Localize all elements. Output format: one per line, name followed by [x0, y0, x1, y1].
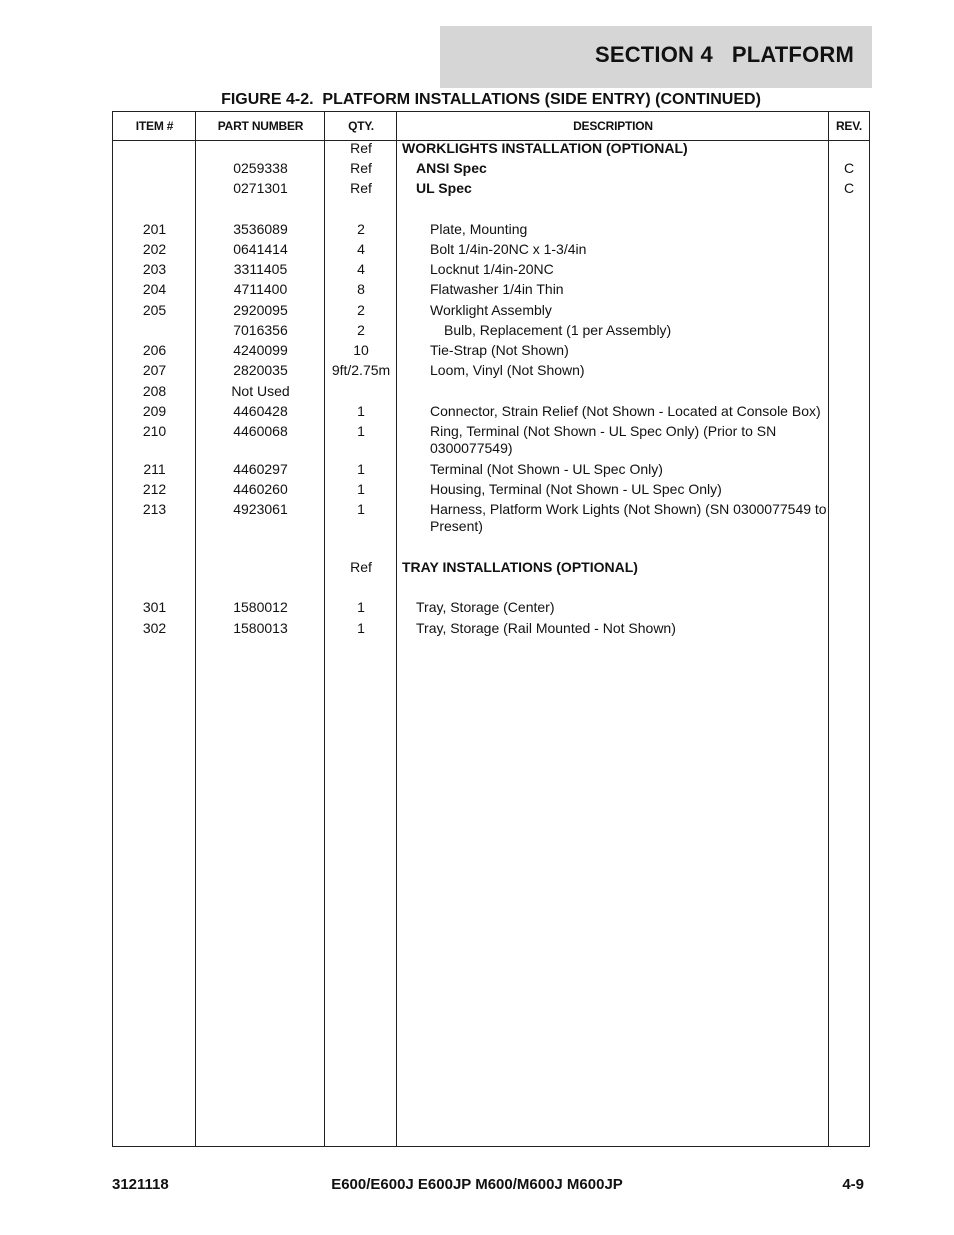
- item-cell: 210: [142, 423, 167, 439]
- desc-cell: Harness, Platform Work Lights (Not Shown) (SN 0300077549 to Present): [430, 501, 827, 534]
- desc-cell: Worklight Assembly: [430, 302, 552, 318]
- item-cell: 204: [142, 281, 167, 297]
- parts-table: [112, 111, 870, 1147]
- rev-cell: C: [843, 180, 855, 196]
- desc-cell: Ring, Terminal (Not Shown - UL Spec Only) (Prior to SN 0300077549): [430, 423, 777, 456]
- item-cell: 211: [143, 461, 166, 477]
- item-cell: 213: [142, 501, 167, 517]
- item-cell: 201: [142, 221, 167, 237]
- header-item: ITEM #: [135, 119, 174, 133]
- doc-number: 3121118: [112, 1176, 169, 1193]
- qty-cell: 4: [357, 261, 365, 277]
- item-cell: 205: [142, 302, 167, 318]
- part-cell: 1580012: [233, 599, 288, 615]
- part-cell: 2820035: [233, 362, 288, 378]
- desc-cell: WORKLIGHTS INSTALLATION (OPTIONAL): [402, 140, 688, 156]
- header-part-number: PART NUMBER: [217, 119, 304, 133]
- desc-cell: Locknut 1/4in-20NC: [430, 261, 554, 277]
- qty-cell: Ref: [350, 180, 372, 196]
- qty-cell: 10: [353, 342, 369, 358]
- qty-cell: 2: [357, 221, 365, 237]
- desc-cell: Plate, Mounting: [430, 221, 528, 237]
- table-header: [113, 112, 869, 141]
- part-cell: 4460297: [233, 461, 288, 477]
- part-cell: Not Used: [231, 383, 290, 399]
- item-cell: 301: [142, 599, 167, 615]
- part-cell: 7016356: [233, 322, 288, 338]
- item-cell: 203: [142, 261, 167, 277]
- item-cell: 206: [142, 342, 167, 358]
- desc-cell: Tray, Storage (Center): [416, 599, 555, 615]
- qty-cell: Ref: [350, 559, 372, 575]
- page-number: 4-9: [842, 1176, 864, 1193]
- part-cell: 4711400: [233, 281, 288, 297]
- model-list: E600/E600J E600JP M600/M600J M600JP: [331, 1176, 623, 1193]
- part-cell: 1580013: [233, 620, 288, 636]
- qty-cell: 4: [357, 241, 365, 257]
- header-description: DESCRIPTION: [573, 119, 653, 133]
- section-banner: [440, 26, 872, 88]
- item-cell: 208: [142, 383, 167, 399]
- qty-cell: 9ft/2.75m: [331, 362, 391, 378]
- part-cell: 3536089: [233, 221, 288, 237]
- desc-cell: TRAY INSTALLATIONS (OPTIONAL): [402, 559, 638, 575]
- item-cell: 302: [142, 620, 167, 636]
- desc-cell: ANSI Spec: [416, 160, 487, 176]
- qty-cell: 1: [357, 620, 365, 636]
- part-cell: 0259338: [233, 160, 288, 176]
- rev-cell: C: [843, 160, 855, 176]
- part-cell: 3311405: [233, 261, 288, 277]
- desc-cell: Bulb, Replacement (1 per Assembly): [444, 322, 672, 338]
- part-cell: 4460428: [233, 403, 288, 419]
- header-rev: REV.: [835, 119, 863, 133]
- part-cell: 4240099: [233, 342, 288, 358]
- qty-cell: 1: [357, 461, 365, 477]
- section-title: SECTION 4 PLATFORM: [594, 42, 854, 67]
- part-cell: 2920095: [233, 302, 288, 318]
- item-cell: 209: [142, 403, 167, 419]
- qty-cell: 1: [357, 423, 365, 439]
- desc-cell: Flatwasher 1/4in Thin: [430, 281, 564, 297]
- qty-cell: 1: [357, 501, 365, 517]
- qty-cell: 1: [357, 481, 365, 497]
- desc-cell: Loom, Vinyl (Not Shown): [430, 362, 585, 378]
- qty-cell: 1: [357, 599, 365, 615]
- part-cell: 4460068: [233, 423, 288, 439]
- header-qty: QTY.: [348, 119, 374, 133]
- part-cell: 4923061: [233, 501, 288, 517]
- qty-cell: Ref: [350, 140, 372, 156]
- item-cell: 202: [142, 241, 167, 257]
- figure-title: FIGURE 4-2. PLATFORM INSTALLATIONS (SIDE ENTRY) (CONTINUED): [221, 91, 761, 108]
- desc-cell: Housing, Terminal (Not Shown - UL Spec Only): [430, 481, 722, 497]
- qty-cell: 8: [357, 281, 365, 297]
- item-cell: 212: [142, 481, 167, 497]
- desc-cell: Tray, Storage (Rail Mounted - Not Shown): [416, 620, 676, 636]
- qty-cell: 1: [357, 403, 365, 419]
- part-cell: 0271301: [233, 180, 288, 196]
- desc-cell: Connector, Strain Relief (Not Shown - Located at Console Box): [430, 403, 821, 419]
- qty-cell: Ref: [350, 160, 372, 176]
- desc-cell: UL Spec: [416, 180, 472, 196]
- desc-cell: Bolt 1/4in-20NC x 1-3/4in: [430, 241, 587, 257]
- qty-cell: 2: [357, 302, 365, 318]
- item-cell: 207: [142, 362, 167, 378]
- desc-cell: Tie-Strap (Not Shown): [430, 342, 569, 358]
- qty-cell: 2: [357, 322, 365, 338]
- part-cell: 4460260: [233, 481, 288, 497]
- desc-cell: Terminal (Not Shown - UL Spec Only): [430, 461, 663, 477]
- part-cell: 0641414: [233, 241, 288, 257]
